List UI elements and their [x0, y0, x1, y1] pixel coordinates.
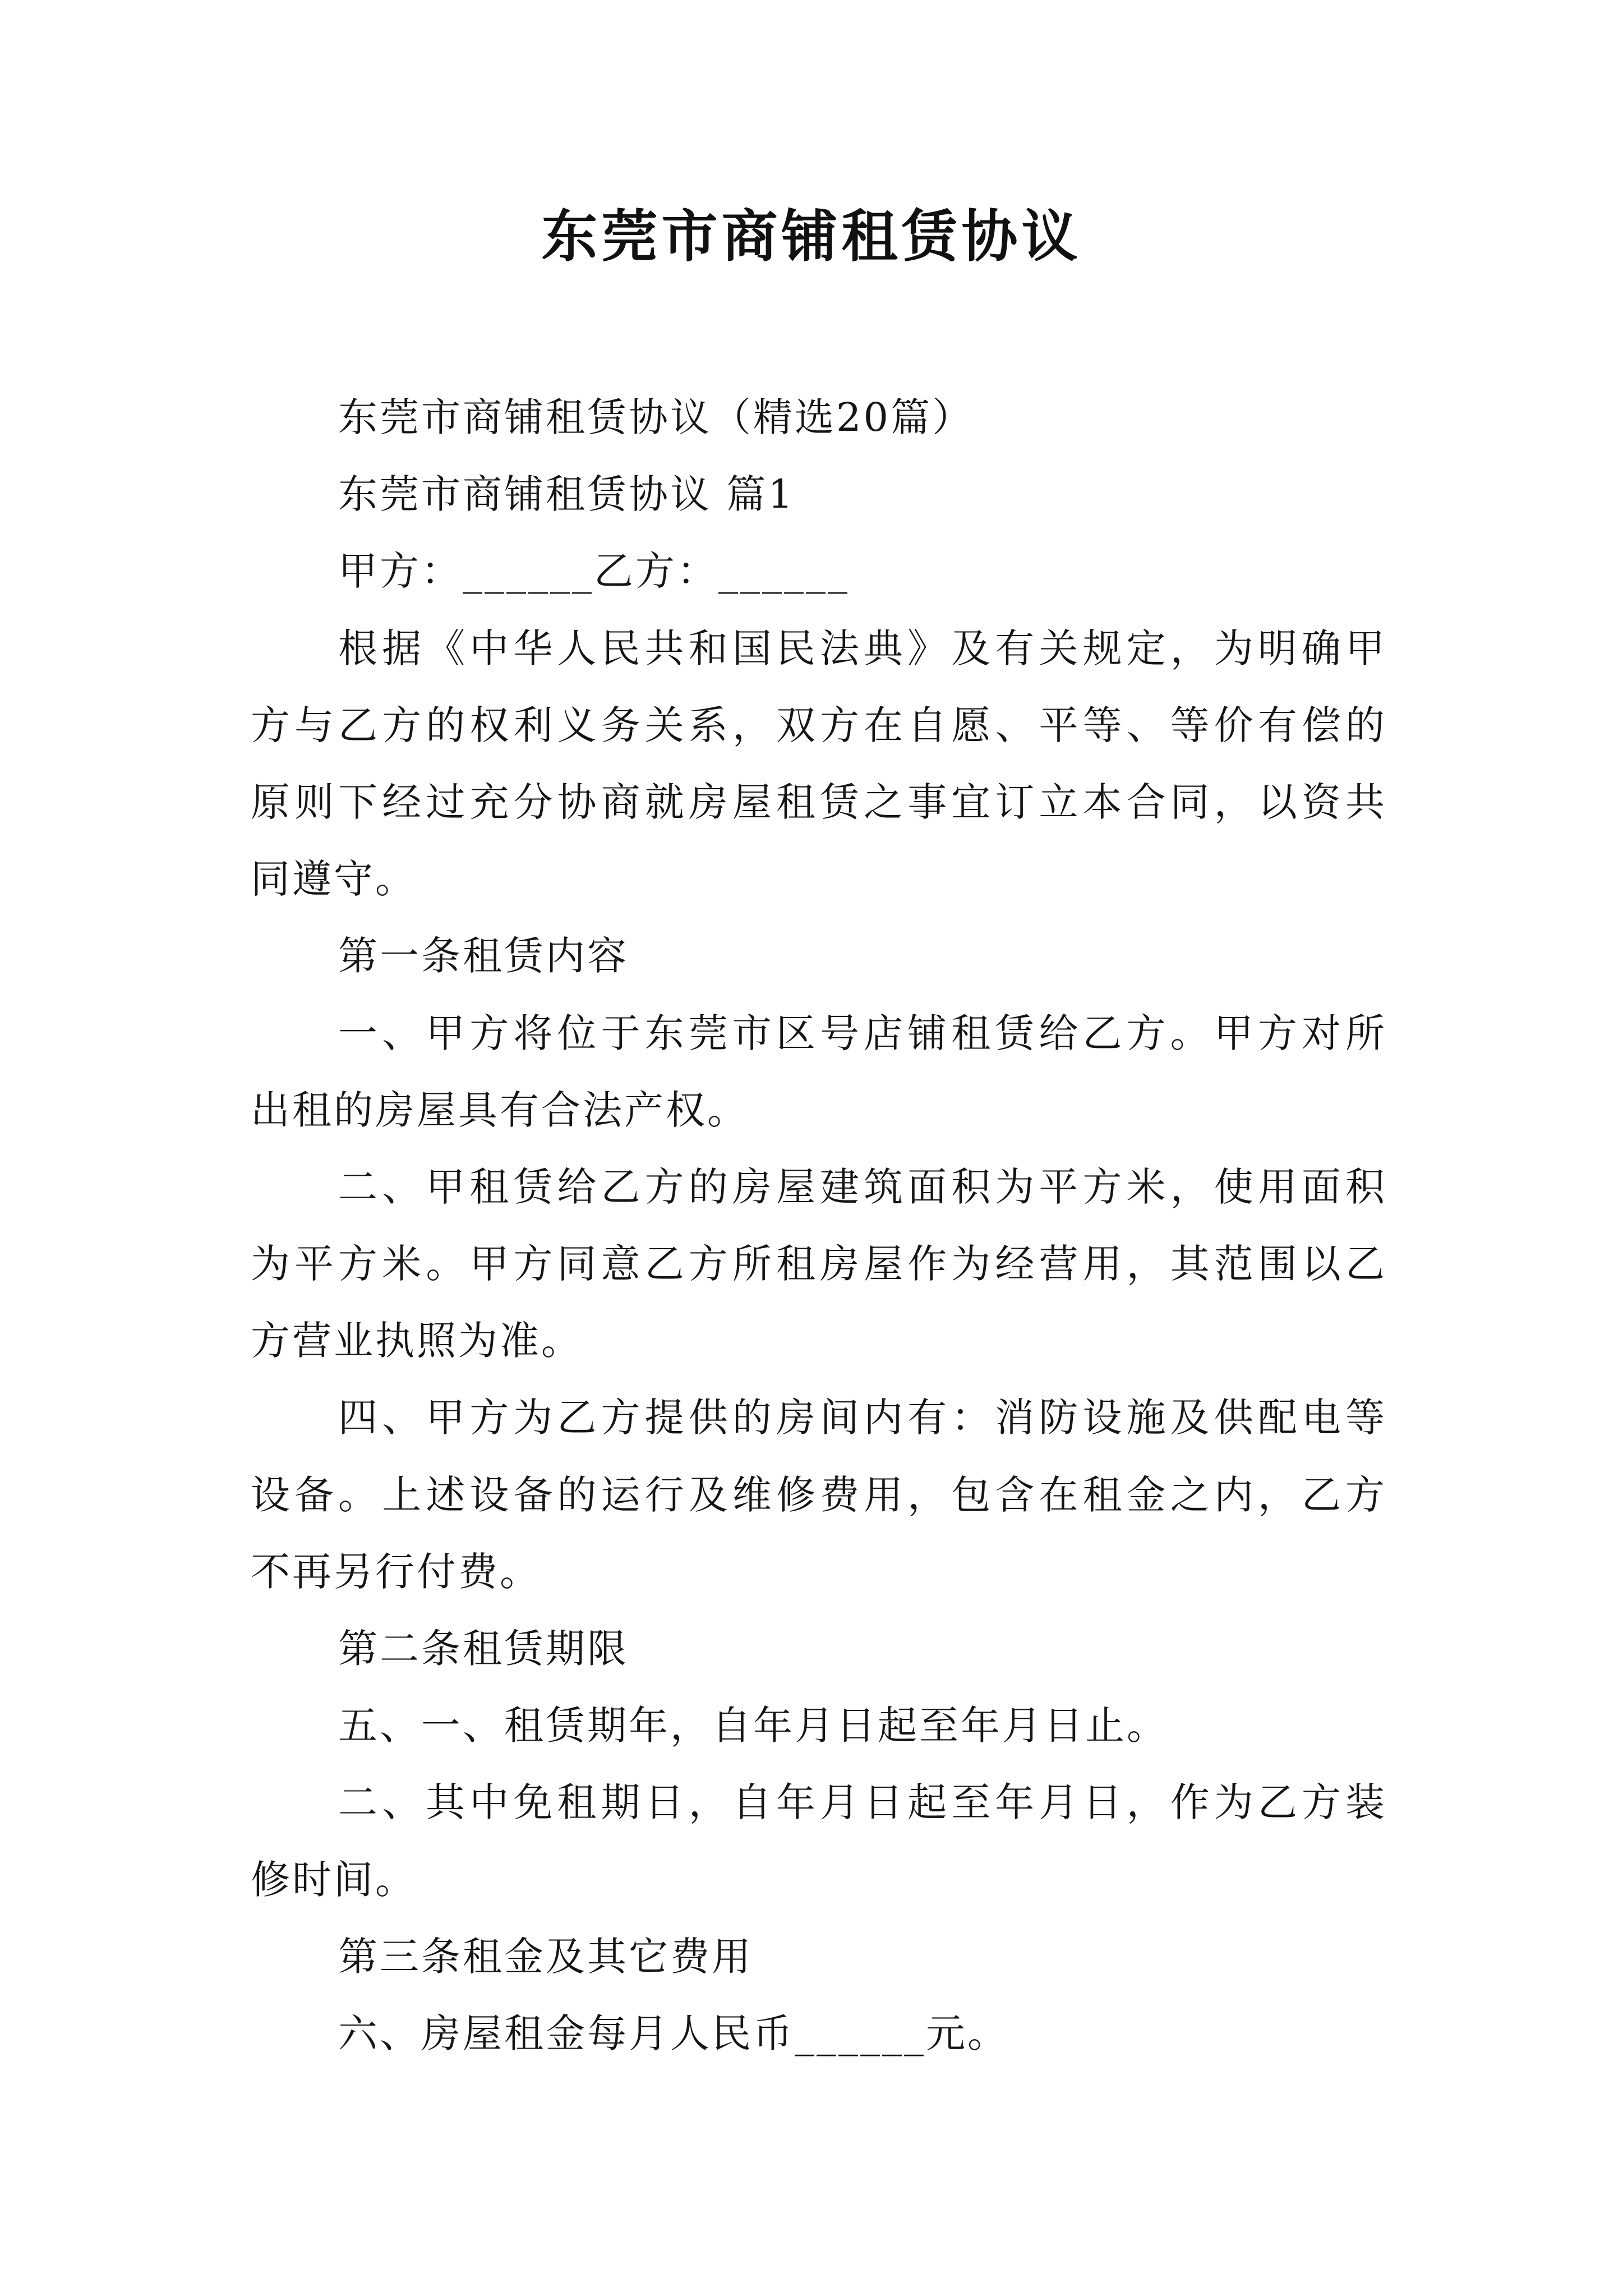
paragraph-clause-6 [251, 1995, 1387, 2072]
paragraph-line: 根据《中华人民共和国民法典》及有关规定，为明确甲 [338, 625, 1387, 671]
paragraph-clause-5 [251, 1687, 1387, 1764]
section-heading-3 [251, 1918, 1387, 1995]
paragraph-line: 出租的房屋具有合法产权。 [251, 1087, 749, 1133]
paragraph-clause-1 [251, 995, 1387, 1149]
paragraph-chapter-title [251, 456, 1387, 533]
section-heading: 第二条租赁期限 [338, 1626, 629, 1672]
paragraph-line: 同遵守。 [251, 856, 417, 903]
paragraph-clause-4 [251, 1379, 1387, 1611]
paragraph-line: 原则下经过充分协商就房屋租赁之事宜订立本合同，以资共 [251, 779, 1387, 825]
document-title: 东莞市商铺租赁协议 [541, 203, 1082, 269]
section-heading: 第三条租金及其它费用 [338, 1933, 753, 1980]
section-heading: 第一条租赁内容 [338, 933, 629, 979]
paragraph-line: 二、甲租赁给乙方的房屋建筑面积为平方米，使用面积 [338, 1163, 1387, 1210]
paragraph-line: 东莞市商铺租赁协议（精选20篇） [338, 394, 974, 440]
paragraph-parties [251, 533, 1387, 610]
section-heading-1 [251, 918, 1387, 995]
paragraph-rent-free-period [251, 1764, 1387, 1918]
paragraph-line: 二、其中免租期日，自年月日起至年月日，作为乙方装 [338, 1779, 1387, 1826]
paragraph-line: 为平方米。甲方同意乙方所租房屋作为经营用，其范围以乙 [251, 1241, 1387, 1287]
paragraph-line: 修时间。 [251, 1856, 417, 1903]
paragraph-line: 设备。上述设备的运行及维修费用，包含在租金之内，乙方 [251, 1471, 1387, 1518]
paragraph-line: 方营业执照为准。 [251, 1318, 583, 1364]
paragraph-preamble [251, 610, 1387, 918]
paragraph-line: 东莞市商铺租赁协议 篇1 [338, 471, 795, 518]
paragraph-line: 一、甲方将位于东莞市区号店铺租赁给乙方。甲方对所 [338, 1010, 1387, 1056]
paragraph-line: 不再另行付费。 [251, 1548, 541, 1595]
paragraph-line: 四、甲方为乙方提供的房间内有：消防设施及供配电等 [338, 1395, 1387, 1441]
paragraph-clause-2 [251, 1149, 1387, 1380]
parties-line: 甲方：______乙方：______ [338, 548, 850, 595]
paragraph-line: 五、一、租赁期年，自年月日起至年月日止。 [338, 1703, 1168, 1749]
paragraph-line: 方与乙方的权利义务关系，双方在自愿、平等、等价有偿的 [251, 702, 1387, 748]
paragraph-collection-title [251, 379, 1387, 456]
section-heading-2 [251, 1611, 1387, 1687]
document-body [251, 379, 1387, 2072]
paragraph-line: 六、房屋租金每月人民币______元。 [338, 2010, 1009, 2056]
